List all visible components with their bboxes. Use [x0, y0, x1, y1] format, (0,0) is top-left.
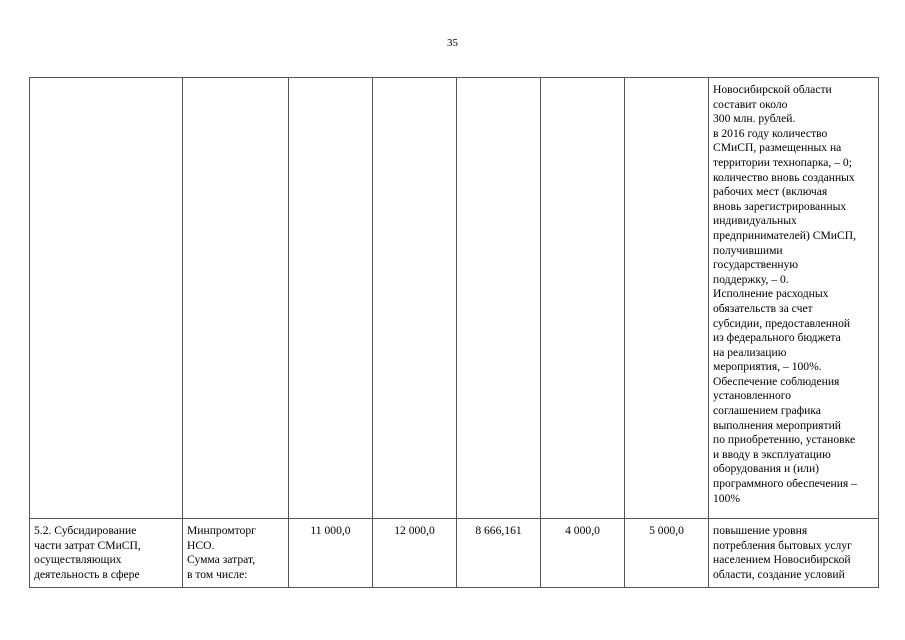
text-line: в 2016 году количество	[713, 126, 828, 140]
cell-value: 12 000,0	[373, 519, 457, 588]
text-line: области, создание условий	[713, 567, 845, 581]
text-line: предпринимателей) СМиСП,	[713, 228, 856, 242]
cell-name	[30, 78, 183, 519]
cell-executor	[183, 519, 289, 588]
text-line: потребления бытовых услуг	[713, 538, 852, 552]
text-line: осуществляющих	[34, 553, 122, 567]
cell-value: 4 000,0	[541, 519, 625, 588]
text-line: населением Новосибирской	[713, 553, 851, 567]
cell-value	[457, 78, 541, 519]
cell-value: 8 666,161	[457, 519, 541, 588]
cell-value: 5 000,0	[625, 519, 709, 588]
text-line: поддержку, – 0.	[713, 272, 789, 286]
cell-value	[373, 78, 457, 519]
text-line: количество вновь созданных	[713, 170, 855, 184]
text-line: Минпромторг	[187, 524, 256, 537]
text-line: государственную	[713, 258, 799, 272]
text-line: вновь зарегистрированных	[713, 199, 847, 213]
text-line: получившими	[713, 243, 783, 257]
text-line: программного обеспечения –	[713, 477, 857, 491]
cell-value	[289, 78, 373, 519]
text-line: индивидуальных	[713, 214, 797, 228]
text-line: мероприятия, – 100%.	[713, 360, 822, 374]
text-line: НСО.	[187, 538, 215, 552]
text-line: 5.2. Субсидирование	[34, 524, 137, 537]
text-line: деятельность в сфере	[34, 567, 140, 581]
text-line: повышение уровня	[713, 524, 808, 537]
text-line: Исполнение расходных	[713, 287, 829, 301]
page-number: 35	[447, 37, 458, 49]
text-line: рабочих мест (включая	[713, 185, 828, 199]
table-row	[30, 78, 879, 519]
text-line: выполнения мероприятий	[713, 418, 841, 432]
cell-value	[541, 78, 625, 519]
text-line: по приобретению, установке	[713, 433, 856, 447]
cell-value	[625, 78, 709, 519]
text-line: и вводу в эксплуатацию	[713, 447, 831, 461]
cell-result	[709, 519, 879, 588]
text-line: установленного	[713, 389, 792, 403]
text-line: субсидии, предоставленной	[713, 316, 851, 330]
text-line: оборудования и (или)	[713, 462, 820, 476]
text-line: Новосибирской области	[713, 83, 832, 96]
text-line: из федерального бюджета	[713, 331, 841, 345]
text-line: 300 млн. рублей.	[713, 112, 796, 126]
text-line: соглашением графика	[713, 404, 821, 418]
text-line: обязательств за счет	[713, 301, 813, 315]
cell-value: 11 000,0	[289, 519, 373, 588]
cell-result	[709, 78, 879, 519]
table-row	[30, 519, 879, 588]
text-line: на реализацию	[713, 345, 787, 359]
text-line: составит около	[713, 97, 788, 111]
text-line: в том числе:	[187, 567, 248, 581]
text-line: Сумма затрат,	[187, 553, 256, 567]
text-line: части затрат СМиСП,	[34, 538, 141, 552]
cell-name	[30, 519, 183, 588]
text-line: СМиСП, размещенных на	[713, 141, 842, 155]
program-table	[29, 77, 879, 588]
cell-executor	[183, 78, 289, 519]
text-line: Обеспечение соблюдения	[713, 374, 840, 388]
text-line: 100%	[713, 491, 741, 505]
text-line: территории технопарка, – 0;	[713, 155, 852, 169]
